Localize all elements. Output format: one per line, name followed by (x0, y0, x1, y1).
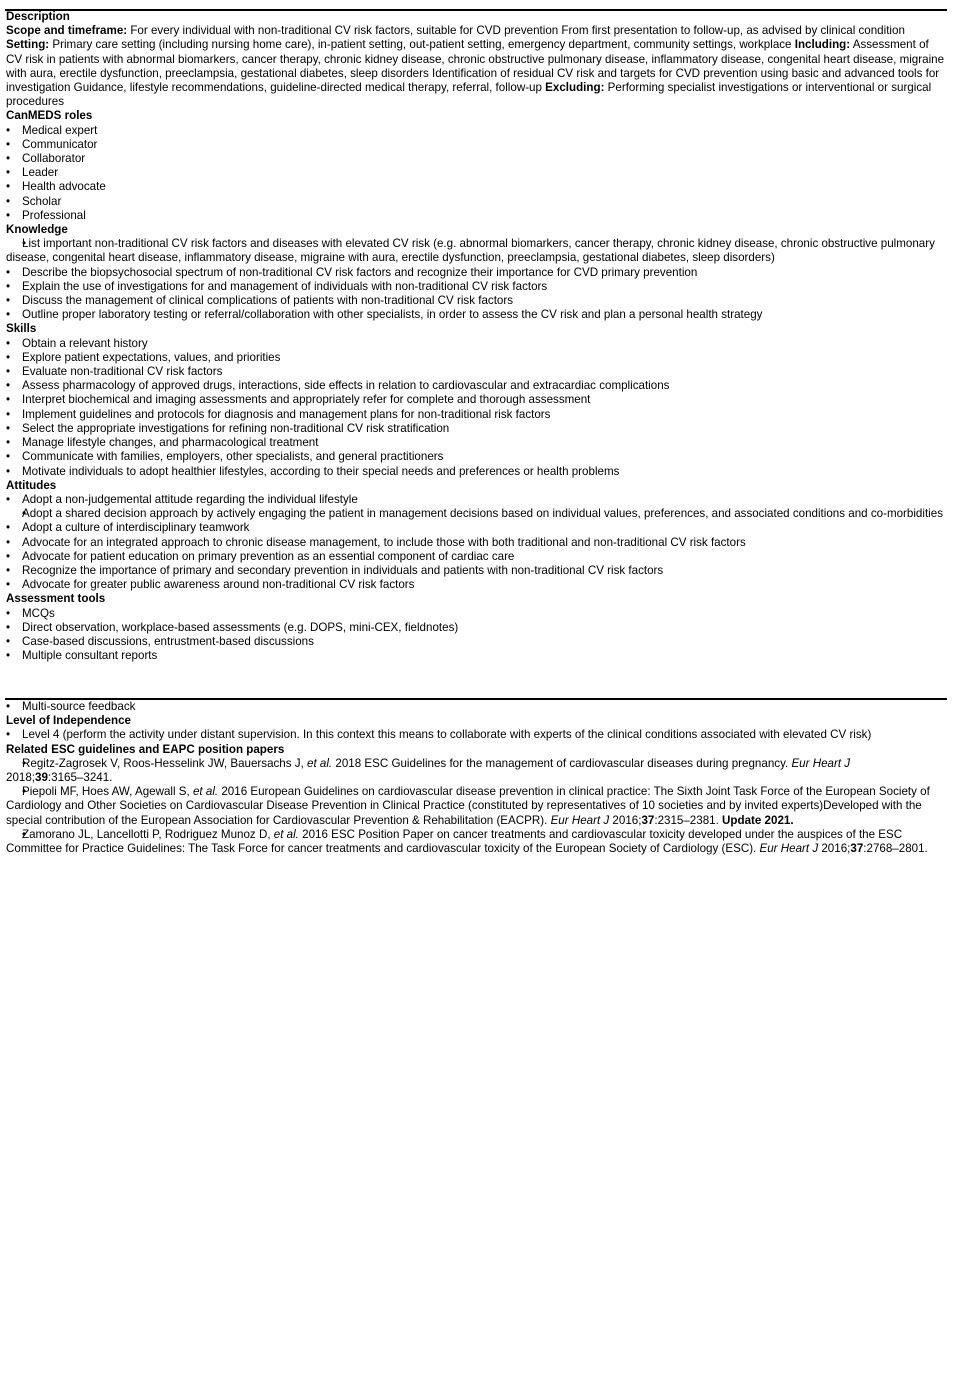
assessment-item: • Direct observation, workplace-based assessments (e.g. DOPS, mini-CEX, fieldnotes) (6, 621, 946, 635)
skills-item: • Assess pharmacology of approved drugs, interactions, side effects in relation to cardiovascular and extracardiac complications (6, 379, 946, 393)
canmeds-item: • Scholar (6, 195, 946, 209)
attitudes-item: • Recognize the importance of primary and secondary prevention in individuals and patients with non-traditional CV risk factors (6, 564, 946, 578)
scope-label: Scope and timeframe: (6, 24, 128, 38)
ref-pages: :3165–3241. (47, 771, 113, 785)
ref-etal: et al. (273, 827, 299, 841)
reference-item-3 (6, 828, 946, 856)
ref-pages: :2768–2801. (863, 842, 928, 856)
ref-volume: 37 (641, 813, 655, 827)
canmeds-item: • Health advocate (6, 180, 946, 194)
reference-item-1 (6, 757, 946, 785)
scope-paragraph (6, 24, 946, 38)
excluding-text: Performing specialist investigations or interventional or surgical procedures (6, 81, 932, 109)
ref-authors: Regitz-Zagrosek V, Roos-Hesselink JW, Bauersachs J, (22, 756, 308, 770)
assessment-item-continued: • Multi-source feedback (6, 700, 946, 714)
assessment-item: • MCQs (6, 607, 946, 621)
setting-label: Setting: (6, 38, 50, 52)
skills-item: • Explore patient expectations, values, and priorities (6, 351, 946, 365)
ref-title: 2016 European Guidelines on cardiovascular disease prevention in clinical practice: The Sixth Joint Task Force of the European Society of Cardiology and Other Societies on Cardiovascular Disease Prevention in Clinical Practice (constituted by representatives of 10 societies and by invited experts)Developed with the special contribution of the European Association for Cardiovascular Prevention & Rehabilitation (EACPR). (6, 785, 930, 827)
knowledge-item: • Explain the use of investigations for and management of individuals with non-traditional CV risk factors (6, 280, 946, 294)
ref-pages: :2315–2381. (654, 813, 723, 827)
attitudes-item: • Advocate for greater public awareness around non-traditional CV risk factors (6, 578, 946, 592)
canmeds-item: • Communicator (6, 138, 946, 152)
skills-item: • Obtain a relevant history (6, 337, 946, 351)
independence-heading: Level of Independence (6, 714, 131, 728)
canmeds-item: • Collaborator (6, 152, 946, 166)
skills-item: • Evaluate non-traditional CV risk factors (6, 365, 946, 379)
canmeds-item: • Professional (6, 209, 946, 223)
including-label: Including: (794, 38, 851, 52)
skills-item: • Communicate with families, employers, other specialists, and general practitioners (6, 450, 946, 464)
ref-year: 2018; (6, 771, 36, 785)
ref-journal: Eur Heart J (791, 756, 851, 770)
including-text: Assessment of CV risk in patients with abnormal biomarkers, cancer therapy, chronic kidney disease, chronic obstructive pulmonary disease, inflammatory disease, congenital heart disease, migraine with aura, erectile dysfunction, preeclampsia, gestational diabetes, sleep disorders Identification of residual CV risk and targets for CVD prevention using basic and advanced tools for investigation Guidance, lifestyle recommendations, guideline-directed medical therapy, referral, follow-up (6, 38, 945, 95)
attitudes-item: • Adopt a non-judgemental attitude regarding the individual lifestyle (6, 493, 946, 507)
skills-item: • Manage lifestyle changes, and pharmacological treatment (6, 436, 946, 450)
ref-title: 2018 ESC Guidelines for the management of cardiovascular diseases during pregnancy. (332, 756, 792, 770)
canmeds-heading: CanMEDS roles (6, 109, 93, 123)
ref-year: 2016; (609, 813, 642, 827)
assessment-item: • Case-based discussions, entrustment-based discussions (6, 635, 946, 649)
setting-paragraph (6, 38, 946, 109)
knowledge-item: • Describe the biopsychosocial spectrum of non-traditional CV risk factors and recognize their importance for CVD primary prevention (6, 266, 946, 280)
ref-authors: Piepoli MF, Hoes AW, Agewall S, (22, 785, 193, 799)
canmeds-item: • Leader (6, 166, 946, 180)
ref-authors: Zamorano JL, Lancellotti P, Rodriguez Munoz D, (22, 827, 274, 841)
ref-volume: 37 (850, 842, 864, 856)
assessment-heading: Assessment tools (6, 592, 106, 606)
setting-text: Primary care setting (including nursing home care), in-patient setting, out-patient setting, emergency department, community settings, workplace (49, 38, 795, 52)
skills-heading: Skills (6, 322, 37, 336)
canmeds-item: • Medical expert (6, 124, 946, 138)
attitudes-item: • Adopt a shared decision approach by actively engaging the patient in management decisions based on individual values, preferences, and associated conditions and co-morbidities (6, 507, 946, 521)
document-upper-block (6, 10, 946, 663)
guidelines-heading: Related ESC guidelines and EAPC position papers (6, 742, 285, 756)
knowledge-heading: Knowledge (6, 223, 68, 237)
skills-item: • Implement guidelines and protocols for diagnosis and management plans for non-traditional risk factors (6, 408, 946, 422)
scope-text: For every individual with non-traditional CV risk factors, suitable for CVD prevention From first presentation to follow-up, as advised by clinical condition (127, 24, 905, 38)
ref-year: 2016; (818, 842, 851, 856)
ref-etal: et al. (307, 756, 333, 770)
ref-journal: Eur Heart J (759, 842, 819, 856)
knowledge-item: • Outline proper laboratory testing or referral/collaboration with other specialists, in order to assess the CV risk and plan a personal health strategy (6, 308, 946, 322)
ref-title: 2016 ESC Position Paper on cancer treatments and cardiovascular toxicity developed under the auspices of the ESC Committee for Practice Guidelines: The Task Force for cancer treatments and cardiovascular toxicity of the European Society of Cardiology (ESC). (6, 827, 903, 856)
attitudes-item: • Advocate for an integrated approach to chronic disease management, to include those with both traditional and non-traditional CV risk factors (6, 536, 946, 550)
knowledge-item: • List important non-traditional CV risk factors and diseases with elevated CV risk (e.g. abnormal biomarkers, cancer therapy, chronic kidney disease, chronic obstructive pulmonary disease, congenital heart disease, inflammatory disease, migraine with aura, erectile dysfunction, preeclampsia, gestational diabetes, sleep disorders) (6, 237, 946, 265)
document-lower-block (6, 700, 946, 856)
excluding-label: Excluding: (545, 81, 605, 95)
description-heading: Description (6, 10, 70, 23)
skills-item: • Motivate individuals to adopt healthier lifestyles, according to their special needs and preferences or health problems (6, 465, 946, 479)
skills-item: • Interpret biochemical and imaging assessments and appropriately refer for complete and thorough assessment (6, 393, 946, 407)
ref-etal: et al. (192, 785, 219, 799)
knowledge-item: • Discuss the management of clinical complications of patients with non-traditional CV risk factors (6, 294, 946, 308)
reference-item-2 (6, 785, 946, 828)
attitudes-item: • Advocate for patient education on primary prevention as an essential component of cardiac care (6, 550, 946, 564)
ref-journal: Eur Heart J (550, 813, 610, 827)
assessment-item: • Multiple consultant reports (6, 649, 946, 663)
attitudes-heading: Attitudes (6, 478, 57, 492)
ref-update: Update 2021. (722, 813, 794, 827)
skills-item: • Select the appropriate investigations for refining non-traditional CV risk stratification (6, 422, 946, 436)
independence-item: • Level 4 (perform the activity under distant supervision. In this context this means to collaborate with experts of the clinical conditions associated with elevated CV risk) (6, 728, 946, 742)
attitudes-item: • Adopt a culture of interdisciplinary teamwork (6, 521, 946, 535)
ref-volume: 39 (35, 771, 48, 785)
